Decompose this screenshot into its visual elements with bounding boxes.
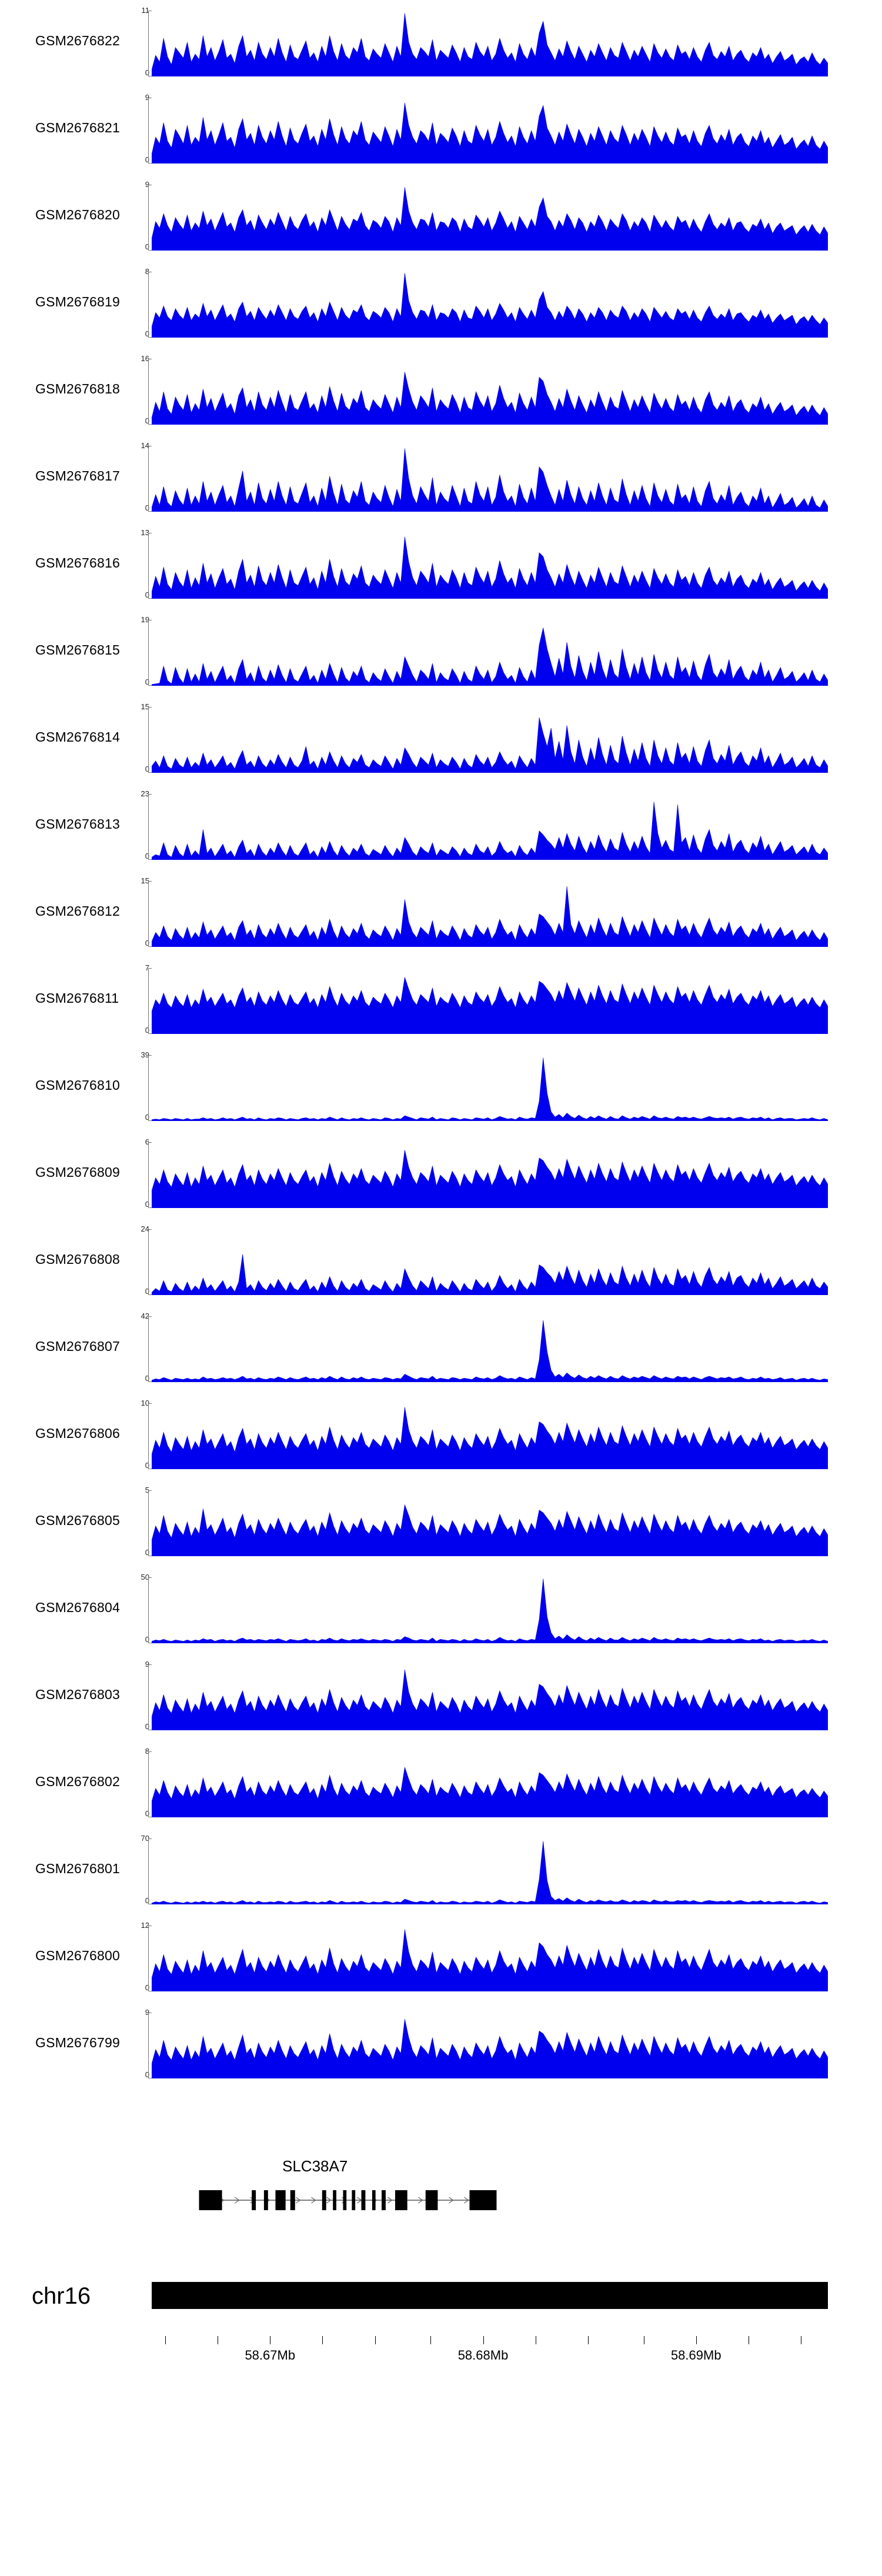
track-axis-min: 0 [145,678,149,686]
axis-tick [430,2336,431,2344]
gene-annotation-track [0,2153,882,2253]
gene-exon [275,2190,285,2210]
coverage-track [0,1219,882,1306]
track-plot-area [152,794,828,860]
coverage-track [0,522,882,609]
gene-exon [426,2190,438,2210]
track-label: GSM2676820 [35,207,120,222]
track-label: GSM2676803 [35,1687,120,1702]
track-plot-area [152,1577,828,1643]
coordinate-axis [152,2336,828,2377]
axis-tick-label: 58.68Mb [457,2348,509,2363]
gene-exon [382,2190,386,2210]
track-axis-min: 0 [145,416,149,425]
track-plot-area [152,533,828,599]
axis-tick [588,2336,589,2344]
coverage-area [152,537,828,599]
coverage-area [152,977,828,1034]
track-label: GSM2676812 [35,903,120,919]
track-axis-min: 0 [145,1983,149,1992]
coverage-area [152,628,828,686]
coverage-area [152,448,828,512]
coverage-track [0,696,882,783]
track-axis-min: 0 [145,503,149,512]
track-axis-max: 9 [145,2008,149,2017]
track-axis-max: 9 [145,180,149,189]
track-plot-area [152,1751,828,1817]
axis-tick [165,2336,166,2344]
track-axis-min: 0 [145,852,149,860]
gene-exon [395,2190,407,2210]
coverage-track [0,1480,882,1567]
track-axis-min: 0 [145,242,149,251]
coverage-area [152,1841,828,1904]
track-label: GSM2676807 [35,1339,120,1354]
coverage-track [0,1132,882,1219]
track-axis-max: 9 [145,93,149,102]
track-plot-area [152,1316,828,1382]
axis-tick [322,2336,323,2344]
axis-tick [375,2336,376,2344]
coverage-track [0,1045,882,1132]
coverage-track [0,1828,882,1915]
track-axis-min: 0 [145,329,149,338]
coverage-track [0,174,882,261]
coverage-area [152,1930,828,1991]
track-axis-max: 13 [141,528,149,537]
track-plot-area [152,1838,828,1904]
track-axis-min: 0 [145,1374,149,1383]
track-plot-area [152,1664,828,1730]
gene-exon [372,2190,376,2210]
track-axis-min: 0 [145,1722,149,1731]
track-plot-area [152,2013,828,2078]
coverage-track [0,2002,882,2089]
chromosome-bar [152,2282,828,2309]
chromosome-track [0,2264,882,2335]
coverage-area [152,1254,828,1295]
track-label: GSM2676806 [35,1426,120,1441]
coverage-area [152,1150,828,1208]
track-axis-min: 0 [145,155,149,164]
track-plot-area [152,446,828,512]
track-axis-min: 0 [145,1809,149,1818]
track-plot-area [152,881,828,947]
gene-exon [199,2190,222,2210]
coverage-area [152,372,828,425]
gene-exon [470,2190,497,2210]
track-label: GSM2676801 [35,1861,120,1876]
coverage-area [152,13,828,76]
track-axis-max: 7 [145,963,149,972]
track-plot-area [152,1055,828,1121]
track-label: GSM2676800 [35,1948,120,1963]
track-axis-max: 24 [141,1224,149,1233]
track-axis-max: 12 [141,1921,149,1930]
coverage-track [0,435,882,522]
track-axis-min: 0 [145,939,149,947]
track-label: GSM2676799 [35,2035,120,2050]
track-label: GSM2676818 [35,381,120,396]
track-axis-max: 5 [145,1486,149,1494]
track-axis-max: 42 [141,1312,149,1320]
gene-name-label: SLC38A7 [282,2157,348,2175]
gene-exon [343,2190,346,2210]
gene-exon [333,2190,336,2210]
track-plot-area [152,359,828,425]
gene-exon [322,2190,326,2210]
track-axis-max: 19 [141,615,149,624]
track-label: GSM2676821 [35,120,120,135]
coverage-track [0,957,882,1045]
coverage-track [0,1741,882,1828]
track-axis-max: 10 [141,1399,149,1407]
coverage-track [0,870,882,957]
axis-tick [696,2336,697,2344]
track-axis-min: 0 [145,1635,149,1644]
track-label: GSM2676817 [35,468,120,483]
track-plot-area [152,707,828,773]
track-axis-min: 0 [145,765,149,773]
track-label: GSM2676822 [35,33,120,48]
track-axis-min: 0 [145,1113,149,1122]
coverage-track [0,0,882,87]
coverage-area [152,1320,828,1382]
track-axis-min: 0 [145,68,149,77]
coverage-area [152,1767,828,1817]
track-plot-area [152,1403,828,1469]
gene-exon [290,2190,295,2210]
track-plot-area [152,968,828,1034]
axis-tick-label: 58.67Mb [245,2348,296,2363]
track-axis-max: 50 [141,1573,149,1581]
coverage-area [152,187,828,251]
track-axis-min: 0 [145,1200,149,1209]
gene-exon [252,2190,256,2210]
track-plot-area [152,272,828,338]
track-label: GSM2676814 [35,729,120,745]
coverage-track [0,261,882,348]
coverage-track [0,1393,882,1480]
gene-model-graphic [152,2180,828,2224]
coverage-area [152,802,828,860]
track-plot-area [152,620,828,686]
track-axis-max: 8 [145,1747,149,1756]
track-label: GSM2676804 [35,1600,120,1615]
track-label: GSM2676802 [35,1774,120,1789]
track-axis-min: 0 [145,1896,149,1905]
track-axis-min: 0 [145,590,149,599]
axis-tick [483,2336,484,2344]
coverage-area [152,718,828,773]
track-label: GSM2676810 [35,1077,120,1093]
coverage-area [152,2019,828,2078]
track-plot-area [152,98,828,163]
track-axis-max: 23 [141,789,149,798]
coverage-area [152,103,828,163]
track-axis-min: 0 [145,1287,149,1296]
coverage-track [0,609,882,696]
coverage-track [0,1567,882,1654]
track-label: GSM2676813 [35,816,120,832]
track-plot-area [152,185,828,251]
coverage-track [0,87,882,174]
track-axis-max: 70 [141,1834,149,1843]
track-label: GSM2676811 [35,990,119,1006]
gene-exon [352,2190,355,2210]
coverage-area [152,1407,828,1469]
track-axis-max: 15 [141,876,149,885]
track-plot-area [152,11,828,76]
track-plot-area [152,1229,828,1295]
track-axis-max: 8 [145,267,149,276]
track-axis-max: 39 [141,1050,149,1059]
track-plot-area [152,1926,828,1991]
track-plot-area [152,1142,828,1208]
track-axis-max: 6 [145,1137,149,1146]
gene-exon [362,2190,366,2210]
chromosome-label: chr16 [32,2283,91,2309]
track-axis-max: 15 [141,702,149,711]
coverage-area [152,1505,828,1556]
track-label: GSM2676815 [35,642,120,658]
track-axis-max: 16 [141,354,149,363]
coverage-track [0,783,882,870]
gene-exon [264,2190,268,2210]
track-axis-min: 0 [145,1461,149,1470]
track-label: GSM2676805 [35,1513,120,1528]
coverage-area [152,1057,828,1121]
axis-tick-label: 58.69Mb [670,2348,721,2363]
track-axis-max: 9 [145,1660,149,1669]
track-axis-min: 0 [145,2070,149,2079]
track-label: GSM2676809 [35,1164,120,1180]
track-label: GSM2676816 [35,555,120,570]
track-label: GSM2676819 [35,294,120,309]
track-axis-min: 0 [145,1548,149,1557]
track-axis-min: 0 [145,1026,149,1035]
coverage-track [0,1915,882,2002]
track-axis-max: 14 [141,441,149,450]
coverage-area [152,1579,828,1643]
coverage-track [0,1654,882,1741]
coverage-track [0,1306,882,1393]
coverage-area [152,1670,828,1730]
track-axis-max: 11 [141,6,149,15]
coverage-area [152,886,828,947]
track-plot-area [152,1490,828,1556]
coverage-track [0,348,882,435]
track-label: GSM2676808 [35,1252,120,1267]
coverage-area [152,273,828,338]
